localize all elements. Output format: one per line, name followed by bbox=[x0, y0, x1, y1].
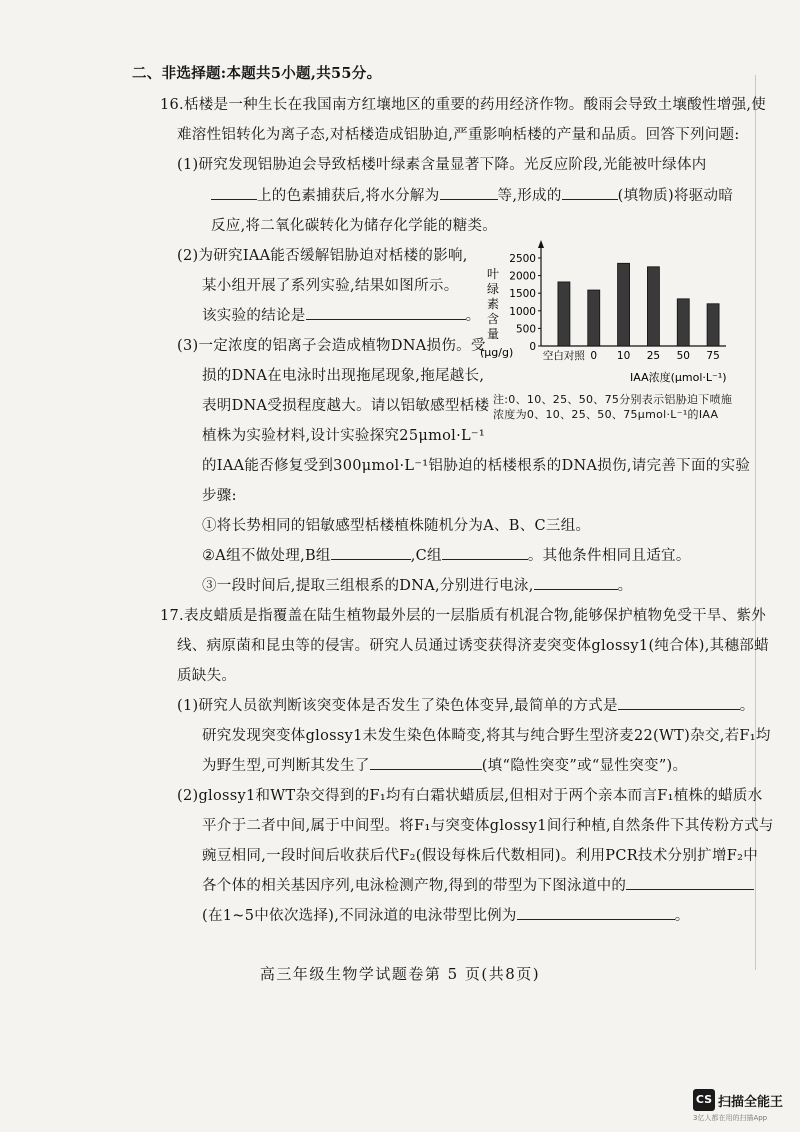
answer-blank-chromosome-method[interactable] bbox=[618, 694, 740, 710]
q16-step-1: ①将长势相同的铝敏感型栝楼植株随机分为A、B、C三组。 bbox=[202, 518, 591, 534]
chart-ylabel-char: 含 bbox=[487, 312, 500, 326]
chart-x-tick-label: 空白对照 bbox=[542, 350, 585, 362]
q17-part1-line-1: (1)研究人员欲判断该突变体是否发生了染色体变异,最简单的方式是 。 bbox=[177, 694, 755, 715]
answer-blank-group-c[interactable] bbox=[442, 544, 528, 560]
chart-ylabel-char: 量 bbox=[487, 327, 500, 341]
chlorophyll-bar-chart bbox=[478, 238, 738, 386]
answer-blank-observation[interactable] bbox=[534, 574, 618, 590]
q17-part2-line-5: (在1~5中依次选择),不同泳道的电泳带型比例为 。 bbox=[202, 904, 690, 925]
chart-ylabel bbox=[487, 267, 499, 341]
chart-xlabel: IAA浓度(μmol·L⁻¹) bbox=[630, 371, 727, 384]
answer-blank-lanes[interactable] bbox=[626, 874, 754, 890]
q16-part1-line-3: 反应,将二氧化碳转化为储存化学能的糖类。 bbox=[211, 218, 498, 234]
q17-part1-line-2: 研究发现突变体glossy1未发生染色体畸变,将其与纯合野生型济麦22(WT)杂交,若F₁均 bbox=[202, 728, 771, 744]
chart-bar bbox=[647, 267, 659, 346]
q16-part3-line-5: 的IAA能否修复受到300μmol·L⁻¹铝胁迫的栝楼根系的DNA损伤,请完善下面的实验 bbox=[202, 458, 751, 474]
chart-y-axis-arrow bbox=[538, 240, 544, 248]
chart-ylabel-char: 素 bbox=[487, 297, 500, 311]
q16-intro-line-2: 难溶性铝转化为离子态,对栝楼造成铝胁迫,严重影响栝楼的产量和品质。回答下列问题: bbox=[177, 127, 740, 143]
chart-x-ticks bbox=[543, 349, 720, 362]
chart-bar bbox=[707, 304, 719, 346]
q16-part1-line-1: (1)研究发现铝胁迫会导致栝楼叶绿素含量显著下降。光反应阶段,光能被叶绿体内 bbox=[177, 157, 707, 173]
q16-part3-line-6: 步骤: bbox=[202, 488, 237, 504]
chart-bar bbox=[618, 263, 630, 346]
section-title: 二、非选择题:本题共5小题,共55分。 bbox=[132, 65, 382, 82]
answer-blank-mutation-type[interactable] bbox=[370, 754, 482, 770]
chart-y-ticks bbox=[509, 253, 541, 353]
answer-blank-band-ratio[interactable] bbox=[517, 904, 675, 920]
q16-step-3: ③一段时间后,提取三组根系的DNA,分别进行电泳, 。 bbox=[202, 574, 632, 595]
camscanner-tagline: 3亿人都在用的扫描App bbox=[693, 1114, 768, 1122]
q16-part1-line-2: 上的色素捕获后,将水分解为 等,形成的 (填物质)将驱动暗 bbox=[211, 184, 733, 205]
q16-step-2: ②A组不做处理,B组 ,C组 。其他条件相同且适宜。 bbox=[202, 544, 691, 565]
chart-bar bbox=[558, 282, 570, 346]
q16-number: 16. bbox=[160, 97, 184, 113]
q16-part2-line-3: 该实验的结论是 。 bbox=[202, 304, 480, 325]
camscanner-icon: CS bbox=[693, 1089, 715, 1111]
chart-y-tick-label: 2500 bbox=[509, 253, 536, 265]
chart-bar bbox=[588, 290, 600, 346]
q17-part2-line-3: 豌豆相同,一段时间后收获后代F₂(假设每株后代数相同)。利用PCR技术分别扩增F₂中 bbox=[202, 848, 759, 864]
page-footer: 高三年级生物学试题卷第 5 页(共8页) bbox=[259, 965, 541, 983]
camscanner-name: 扫描全能王 bbox=[718, 1094, 784, 1110]
q16-part3-line-3: 表明DNA受损程度越大。请以铝敏感型栝楼 bbox=[202, 398, 490, 414]
answer-blank-conclusion[interactable] bbox=[306, 304, 466, 320]
chart-y-tick-label: 0 bbox=[529, 341, 536, 353]
q17-part2-line-2: 平介于二者中间,属于中间型。将F₁与突变体glossy1间行种植,自然条件下其传粉方式与 bbox=[202, 818, 774, 834]
chart-note-line-2: 浓度为0、10、25、50、75μmol·L⁻¹的IAA bbox=[493, 408, 719, 421]
scan-shadow-edge bbox=[755, 75, 756, 970]
q16-part2-line-2: 某小组开展了系列实验,结果如图所示。 bbox=[202, 278, 459, 294]
chart-x-tick-label: 0 bbox=[590, 350, 598, 362]
chart-y-tick-label: 500 bbox=[515, 323, 536, 336]
q17-number: 17. bbox=[160, 608, 184, 624]
chart-x-tick-label: 25 bbox=[646, 350, 661, 362]
chart-x-tick-label: 10 bbox=[616, 350, 631, 362]
q17-part2-line-4: 各个体的相关基因序列,电泳检测产物,得到的带型为下图泳道中的 bbox=[202, 874, 754, 895]
answer-blank-energy-substance[interactable] bbox=[562, 184, 618, 200]
q16-intro-line-1: 16.栝楼是一种生长在我国南方红壤地区的重要的药用经济作物。酸雨会导致土壤酸性增强,使 bbox=[160, 97, 767, 113]
chart-bar bbox=[677, 299, 689, 346]
chart-y-tick-label: 1500 bbox=[509, 288, 536, 301]
chart-x-tick-label: 50 bbox=[676, 350, 690, 362]
answer-blank-group-b[interactable] bbox=[331, 544, 411, 560]
chart-y-tick-label: 1000 bbox=[509, 305, 536, 318]
chart-note-line-1: 注:0、10、25、50、75分别表示铝胁迫下喷施 bbox=[493, 393, 733, 406]
chart-ylabel-char: 叶 bbox=[487, 267, 500, 281]
q16-part3-line-2: 损的DNA在电泳时出现拖尾现象,拖尾越长, bbox=[202, 368, 485, 384]
q17-part2-line-1: (2)glossy1和WT杂交得到的F₁均有白霜状蜡质层,但相对于两个亲本而言F₁植株的蜡质水 bbox=[177, 788, 763, 804]
q17-intro-line-1: 17.表皮蜡质是指覆盖在陆生植物最外层的一层脂质有机混合物,能够保护植物免受干旱、紫外 bbox=[160, 608, 767, 624]
q16-part3-line-1: (3)一定浓度的铝离子会造成植物DNA损伤。受 bbox=[177, 338, 486, 354]
q16-part2-line-1: (2)为研究IAA能否缓解铝胁迫对栝楼的影响, bbox=[177, 248, 468, 264]
q16-part3-line-4: 植株为实验材料,设计实验探究25μmol·L⁻¹ bbox=[202, 428, 486, 444]
q17-intro-line-3: 质缺失。 bbox=[177, 668, 237, 684]
camscanner-logo bbox=[693, 1089, 783, 1111]
chart-x-tick-label: 75 bbox=[706, 350, 720, 362]
chart-y-tick-label: 2000 bbox=[509, 270, 536, 283]
answer-blank-pigment-location[interactable] bbox=[211, 184, 257, 200]
chart-ylabel-char: 绿 bbox=[487, 282, 500, 296]
chart-yunit: (μg/g) bbox=[480, 346, 514, 359]
chart-bars bbox=[558, 263, 719, 346]
q17-intro-line-2: 线、病原菌和昆虫等的侵害。研究人员通过诱变获得济麦突变体glossy1(纯合体),其穗部蜡 bbox=[177, 638, 769, 654]
answer-blank-water-products[interactable] bbox=[440, 184, 498, 200]
q17-part1-line-3: 为野生型,可判断其发生了 (填“隐性突变”或“显性突变”)。 bbox=[202, 754, 687, 775]
